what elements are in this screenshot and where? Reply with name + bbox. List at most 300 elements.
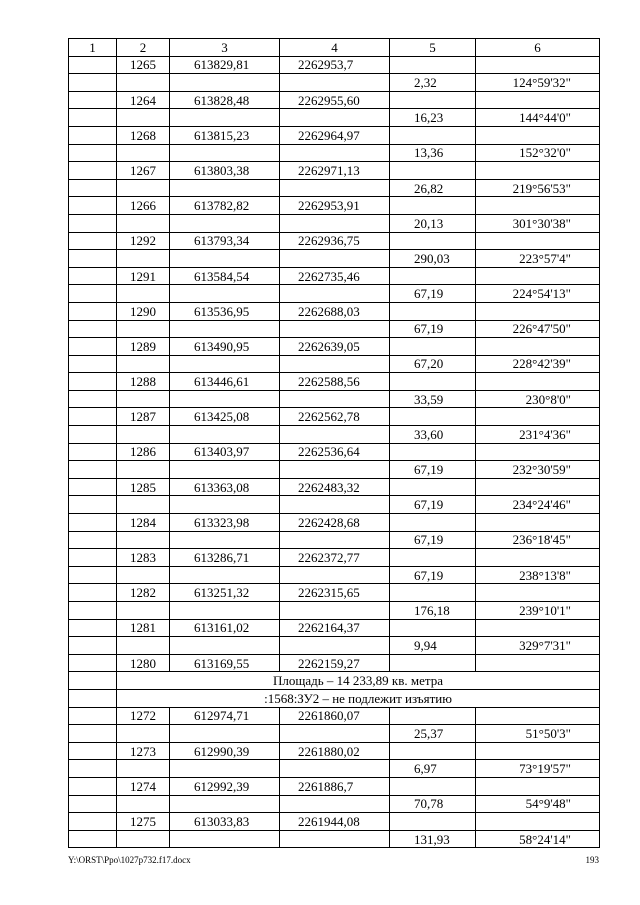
- empty-cell: [69, 355, 117, 373]
- x-coordinate: 613363,08: [170, 478, 280, 496]
- header-col-1: 1: [69, 39, 117, 57]
- direction-angle: 226°47'50": [476, 320, 600, 338]
- empty-cell: [69, 742, 117, 760]
- y-coordinate: 2262955,60: [280, 91, 390, 109]
- point-number: 1287: [117, 408, 170, 426]
- empty-cell: [117, 74, 170, 92]
- segment-row: [69, 426, 600, 444]
- header-col-2: 2: [117, 39, 170, 57]
- x-coordinate: 613584,54: [170, 267, 280, 285]
- empty-cell: [69, 760, 117, 778]
- point-row: [69, 162, 600, 180]
- point-row: [69, 707, 600, 725]
- segment-row: [69, 285, 600, 303]
- y-coordinate: 2262164,37: [280, 619, 390, 637]
- direction-angle: 51°50'3": [476, 725, 600, 743]
- point-number: 1288: [117, 373, 170, 391]
- x-coordinate: 613286,71: [170, 549, 280, 567]
- empty-cell: [476, 777, 600, 795]
- point-number: 1289: [117, 338, 170, 356]
- segment-row: [69, 496, 600, 514]
- x-coordinate: 613161,02: [170, 619, 280, 637]
- empty-cell: [69, 654, 117, 672]
- empty-cell: [69, 584, 117, 602]
- empty-cell: [69, 109, 117, 127]
- empty-cell: [170, 496, 280, 514]
- segment-length: 70,78: [390, 795, 476, 813]
- direction-angle: 124°59'32": [476, 74, 600, 92]
- direction-angle: 238°13'8": [476, 566, 600, 584]
- direction-angle: 230°8'0": [476, 390, 600, 408]
- segment-length: 33,60: [390, 426, 476, 444]
- empty-cell: [69, 707, 117, 725]
- coordinates-table-body: [69, 39, 600, 848]
- point-number: 1290: [117, 302, 170, 320]
- segment-length: 67,19: [390, 496, 476, 514]
- section-title: Площадь – 14 233,89 кв. метра: [117, 672, 600, 690]
- segment-length: 6,97: [390, 760, 476, 778]
- empty-cell: [117, 390, 170, 408]
- segment-length: 67,19: [390, 285, 476, 303]
- x-coordinate: 613169,55: [170, 654, 280, 672]
- point-row: [69, 654, 600, 672]
- x-coordinate: 613323,98: [170, 514, 280, 532]
- empty-cell: [170, 250, 280, 268]
- empty-cell: [69, 566, 117, 584]
- x-coordinate: 613793,34: [170, 232, 280, 250]
- point-row: [69, 514, 600, 532]
- empty-cell: [117, 144, 170, 162]
- point-number: 1272: [117, 707, 170, 725]
- empty-cell: [476, 549, 600, 567]
- segment-length: 26,82: [390, 179, 476, 197]
- point-row: [69, 91, 600, 109]
- empty-cell: [476, 443, 600, 461]
- empty-cell: [280, 355, 390, 373]
- x-coordinate: 613782,82: [170, 197, 280, 215]
- empty-cell: [390, 302, 476, 320]
- empty-cell: [117, 320, 170, 338]
- empty-cell: [280, 725, 390, 743]
- point-row: [69, 232, 600, 250]
- empty-cell: [280, 214, 390, 232]
- y-coordinate: 2262964,97: [280, 126, 390, 144]
- x-coordinate: 613828,48: [170, 91, 280, 109]
- y-coordinate: 2262639,05: [280, 338, 390, 356]
- empty-cell: [280, 144, 390, 162]
- x-coordinate: 613425,08: [170, 408, 280, 426]
- direction-angle: 232°30'59": [476, 461, 600, 479]
- empty-cell: [117, 214, 170, 232]
- y-coordinate: 2262536,64: [280, 443, 390, 461]
- empty-cell: [69, 56, 117, 74]
- empty-cell: [170, 390, 280, 408]
- y-coordinate: 2262372,77: [280, 549, 390, 567]
- empty-cell: [390, 267, 476, 285]
- segment-length: 2,32: [390, 74, 476, 92]
- y-coordinate: 2262588,56: [280, 373, 390, 391]
- empty-cell: [69, 689, 117, 707]
- empty-cell: [476, 126, 600, 144]
- segment-length: 13,36: [390, 144, 476, 162]
- empty-cell: [476, 91, 600, 109]
- point-row: [69, 443, 600, 461]
- segment-row: [69, 725, 600, 743]
- y-coordinate: 2262688,03: [280, 302, 390, 320]
- empty-cell: [390, 584, 476, 602]
- x-coordinate: 613803,38: [170, 162, 280, 180]
- empty-cell: [476, 408, 600, 426]
- direction-angle: 223°57'4": [476, 250, 600, 268]
- empty-cell: [69, 197, 117, 215]
- empty-cell: [170, 602, 280, 620]
- empty-cell: [69, 408, 117, 426]
- empty-cell: [476, 302, 600, 320]
- empty-cell: [390, 338, 476, 356]
- y-coordinate: 2261880,02: [280, 742, 390, 760]
- empty-cell: [390, 162, 476, 180]
- point-number: 1264: [117, 91, 170, 109]
- point-row: [69, 619, 600, 637]
- point-row: [69, 408, 600, 426]
- segment-row: [69, 250, 600, 268]
- empty-cell: [170, 830, 280, 848]
- y-coordinate: 2261944,08: [280, 813, 390, 831]
- empty-cell: [280, 461, 390, 479]
- empty-cell: [69, 179, 117, 197]
- empty-cell: [69, 672, 117, 690]
- segment-row: [69, 109, 600, 127]
- direction-angle: 54°9'48": [476, 795, 600, 813]
- point-row: [69, 267, 600, 285]
- direction-angle: 228°42'39": [476, 355, 600, 373]
- empty-cell: [69, 478, 117, 496]
- segment-row: [69, 566, 600, 584]
- empty-cell: [69, 496, 117, 514]
- segment-row: [69, 795, 600, 813]
- empty-cell: [69, 232, 117, 250]
- empty-cell: [390, 549, 476, 567]
- empty-cell: [117, 285, 170, 303]
- empty-cell: [170, 144, 280, 162]
- empty-cell: [69, 813, 117, 831]
- direction-angle: 231°4'36": [476, 426, 600, 444]
- point-row: [69, 584, 600, 602]
- empty-cell: [280, 637, 390, 655]
- empty-cell: [390, 232, 476, 250]
- empty-cell: [170, 566, 280, 584]
- point-number: 1275: [117, 813, 170, 831]
- empty-cell: [69, 637, 117, 655]
- empty-cell: [117, 355, 170, 373]
- empty-cell: [390, 443, 476, 461]
- empty-cell: [280, 795, 390, 813]
- segment-row: [69, 637, 600, 655]
- empty-cell: [117, 602, 170, 620]
- segment-length: 131,93: [390, 830, 476, 848]
- empty-cell: [69, 285, 117, 303]
- x-coordinate: 613536,95: [170, 302, 280, 320]
- segment-length: 67,19: [390, 461, 476, 479]
- y-coordinate: 2262971,13: [280, 162, 390, 180]
- segment-row: [69, 602, 600, 620]
- empty-cell: [280, 760, 390, 778]
- empty-cell: [280, 426, 390, 444]
- header-col-3: 3: [170, 39, 280, 57]
- empty-cell: [476, 478, 600, 496]
- empty-cell: [280, 109, 390, 127]
- x-coordinate: 613251,32: [170, 584, 280, 602]
- empty-cell: [390, 777, 476, 795]
- point-number: 1281: [117, 619, 170, 637]
- coordinates-table: [68, 38, 600, 848]
- empty-cell: [69, 795, 117, 813]
- segment-length: 25,37: [390, 725, 476, 743]
- x-coordinate: 613490,95: [170, 338, 280, 356]
- direction-angle: 224°54'13": [476, 285, 600, 303]
- direction-angle: 329°7'31": [476, 637, 600, 655]
- empty-cell: [69, 338, 117, 356]
- empty-cell: [117, 496, 170, 514]
- empty-cell: [69, 549, 117, 567]
- empty-cell: [476, 338, 600, 356]
- empty-cell: [170, 320, 280, 338]
- segment-length: 33,59: [390, 390, 476, 408]
- direction-angle: 301°30'38": [476, 214, 600, 232]
- empty-cell: [117, 830, 170, 848]
- empty-cell: [476, 742, 600, 760]
- direction-angle: 58°24'14": [476, 830, 600, 848]
- point-row: [69, 338, 600, 356]
- y-coordinate: 2262953,7: [280, 56, 390, 74]
- empty-cell: [170, 795, 280, 813]
- empty-cell: [170, 355, 280, 373]
- point-number: 1282: [117, 584, 170, 602]
- empty-cell: [390, 619, 476, 637]
- point-row: [69, 478, 600, 496]
- empty-cell: [390, 742, 476, 760]
- segment-row: [69, 214, 600, 232]
- empty-cell: [390, 478, 476, 496]
- point-row: [69, 373, 600, 391]
- empty-cell: [69, 144, 117, 162]
- empty-cell: [69, 443, 117, 461]
- point-number: 1285: [117, 478, 170, 496]
- direction-angle: 239°10'1": [476, 602, 600, 620]
- point-number: 1267: [117, 162, 170, 180]
- empty-cell: [117, 461, 170, 479]
- empty-cell: [117, 109, 170, 127]
- empty-cell: [170, 214, 280, 232]
- section-title: :1568:ЗУ2 – не подлежит изъятию: [117, 689, 600, 707]
- empty-cell: [170, 74, 280, 92]
- y-coordinate: 2262315,65: [280, 584, 390, 602]
- empty-cell: [69, 250, 117, 268]
- segment-length: 290,03: [390, 250, 476, 268]
- header-col-6: 6: [476, 39, 600, 57]
- direction-angle: 234°24'46": [476, 496, 600, 514]
- x-coordinate: 612990,39: [170, 742, 280, 760]
- empty-cell: [69, 777, 117, 795]
- empty-cell: [476, 56, 600, 74]
- empty-cell: [69, 602, 117, 620]
- empty-cell: [117, 566, 170, 584]
- empty-cell: [280, 250, 390, 268]
- empty-cell: [69, 74, 117, 92]
- empty-cell: [170, 109, 280, 127]
- y-coordinate: 2262953,91: [280, 197, 390, 215]
- empty-cell: [476, 197, 600, 215]
- segment-row: [69, 355, 600, 373]
- empty-cell: [390, 707, 476, 725]
- segment-row: [69, 461, 600, 479]
- empty-cell: [69, 162, 117, 180]
- header-col-5: 5: [390, 39, 476, 57]
- empty-cell: [170, 285, 280, 303]
- empty-cell: [69, 126, 117, 144]
- empty-cell: [69, 426, 117, 444]
- point-number: 1265: [117, 56, 170, 74]
- y-coordinate: 2262159,27: [280, 654, 390, 672]
- empty-cell: [390, 813, 476, 831]
- y-coordinate: 2262428,68: [280, 514, 390, 532]
- segment-row: [69, 179, 600, 197]
- empty-cell: [390, 654, 476, 672]
- empty-cell: [117, 179, 170, 197]
- segment-row: [69, 390, 600, 408]
- empty-cell: [476, 813, 600, 831]
- point-row: [69, 197, 600, 215]
- empty-cell: [476, 619, 600, 637]
- empty-cell: [117, 637, 170, 655]
- header-col-4: 4: [280, 39, 390, 57]
- x-coordinate: 613033,83: [170, 813, 280, 831]
- direction-angle: 219°56'53": [476, 179, 600, 197]
- point-number: 1266: [117, 197, 170, 215]
- empty-cell: [476, 267, 600, 285]
- empty-cell: [69, 830, 117, 848]
- x-coordinate: 613446,61: [170, 373, 280, 391]
- segment-length: 67,19: [390, 320, 476, 338]
- direction-angle: 152°32'0": [476, 144, 600, 162]
- y-coordinate: 2261860,07: [280, 707, 390, 725]
- segment-length: 67,20: [390, 355, 476, 373]
- point-row: [69, 302, 600, 320]
- segment-row: [69, 531, 600, 549]
- empty-cell: [69, 619, 117, 637]
- empty-cell: [170, 760, 280, 778]
- segment-row: [69, 760, 600, 778]
- empty-cell: [170, 461, 280, 479]
- point-row: [69, 813, 600, 831]
- empty-cell: [280, 320, 390, 338]
- empty-cell: [117, 426, 170, 444]
- empty-cell: [170, 637, 280, 655]
- point-number: 1286: [117, 443, 170, 461]
- point-number: 1268: [117, 126, 170, 144]
- empty-cell: [390, 514, 476, 532]
- segment-length: 9,94: [390, 637, 476, 655]
- direction-angle: 236°18'45": [476, 531, 600, 549]
- point-number: 1284: [117, 514, 170, 532]
- empty-cell: [117, 250, 170, 268]
- segment-row: [69, 144, 600, 162]
- footer-file-path: Y:\ORST\Ppo\1027p732.f17.docx: [68, 855, 191, 865]
- empty-cell: [69, 373, 117, 391]
- empty-cell: [390, 373, 476, 391]
- empty-cell: [390, 126, 476, 144]
- empty-cell: [390, 408, 476, 426]
- empty-cell: [170, 725, 280, 743]
- empty-cell: [476, 514, 600, 532]
- point-number: 1292: [117, 232, 170, 250]
- segment-length: 67,19: [390, 566, 476, 584]
- empty-cell: [69, 302, 117, 320]
- empty-cell: [280, 285, 390, 303]
- point-number: 1273: [117, 742, 170, 760]
- y-coordinate: 2261886,7: [280, 777, 390, 795]
- segment-row: [69, 320, 600, 338]
- point-number: 1274: [117, 777, 170, 795]
- point-row: [69, 549, 600, 567]
- empty-cell: [170, 531, 280, 549]
- direction-angle: 144°44'0": [476, 109, 600, 127]
- segment-row: [69, 74, 600, 92]
- empty-cell: [117, 760, 170, 778]
- empty-cell: [280, 74, 390, 92]
- empty-cell: [280, 179, 390, 197]
- point-number: 1280: [117, 654, 170, 672]
- y-coordinate: 2262483,32: [280, 478, 390, 496]
- empty-cell: [117, 725, 170, 743]
- empty-cell: [476, 373, 600, 391]
- x-coordinate: 613815,23: [170, 126, 280, 144]
- empty-cell: [476, 162, 600, 180]
- point-number: 1291: [117, 267, 170, 285]
- segment-length: 176,18: [390, 602, 476, 620]
- empty-cell: [170, 179, 280, 197]
- empty-cell: [280, 602, 390, 620]
- empty-cell: [69, 725, 117, 743]
- empty-cell: [390, 197, 476, 215]
- direction-angle: 73°19'57": [476, 760, 600, 778]
- table-header-row: [69, 39, 600, 57]
- x-coordinate: 612974,71: [170, 707, 280, 725]
- x-coordinate: 612992,39: [170, 777, 280, 795]
- empty-cell: [476, 707, 600, 725]
- point-number: 1283: [117, 549, 170, 567]
- empty-cell: [69, 267, 117, 285]
- y-coordinate: 2262936,75: [280, 232, 390, 250]
- segment-row: [69, 830, 600, 848]
- section-title-row: [69, 689, 600, 707]
- x-coordinate: 613829,81: [170, 56, 280, 74]
- empty-cell: [476, 584, 600, 602]
- empty-cell: [280, 830, 390, 848]
- empty-cell: [69, 91, 117, 109]
- point-row: [69, 777, 600, 795]
- segment-length: 16,23: [390, 109, 476, 127]
- empty-cell: [390, 56, 476, 74]
- footer-page-number: 193: [585, 855, 599, 865]
- empty-cell: [69, 461, 117, 479]
- empty-cell: [117, 531, 170, 549]
- empty-cell: [69, 390, 117, 408]
- segment-length: 67,19: [390, 531, 476, 549]
- segment-length: 20,13: [390, 214, 476, 232]
- empty-cell: [69, 320, 117, 338]
- y-coordinate: 2262735,46: [280, 267, 390, 285]
